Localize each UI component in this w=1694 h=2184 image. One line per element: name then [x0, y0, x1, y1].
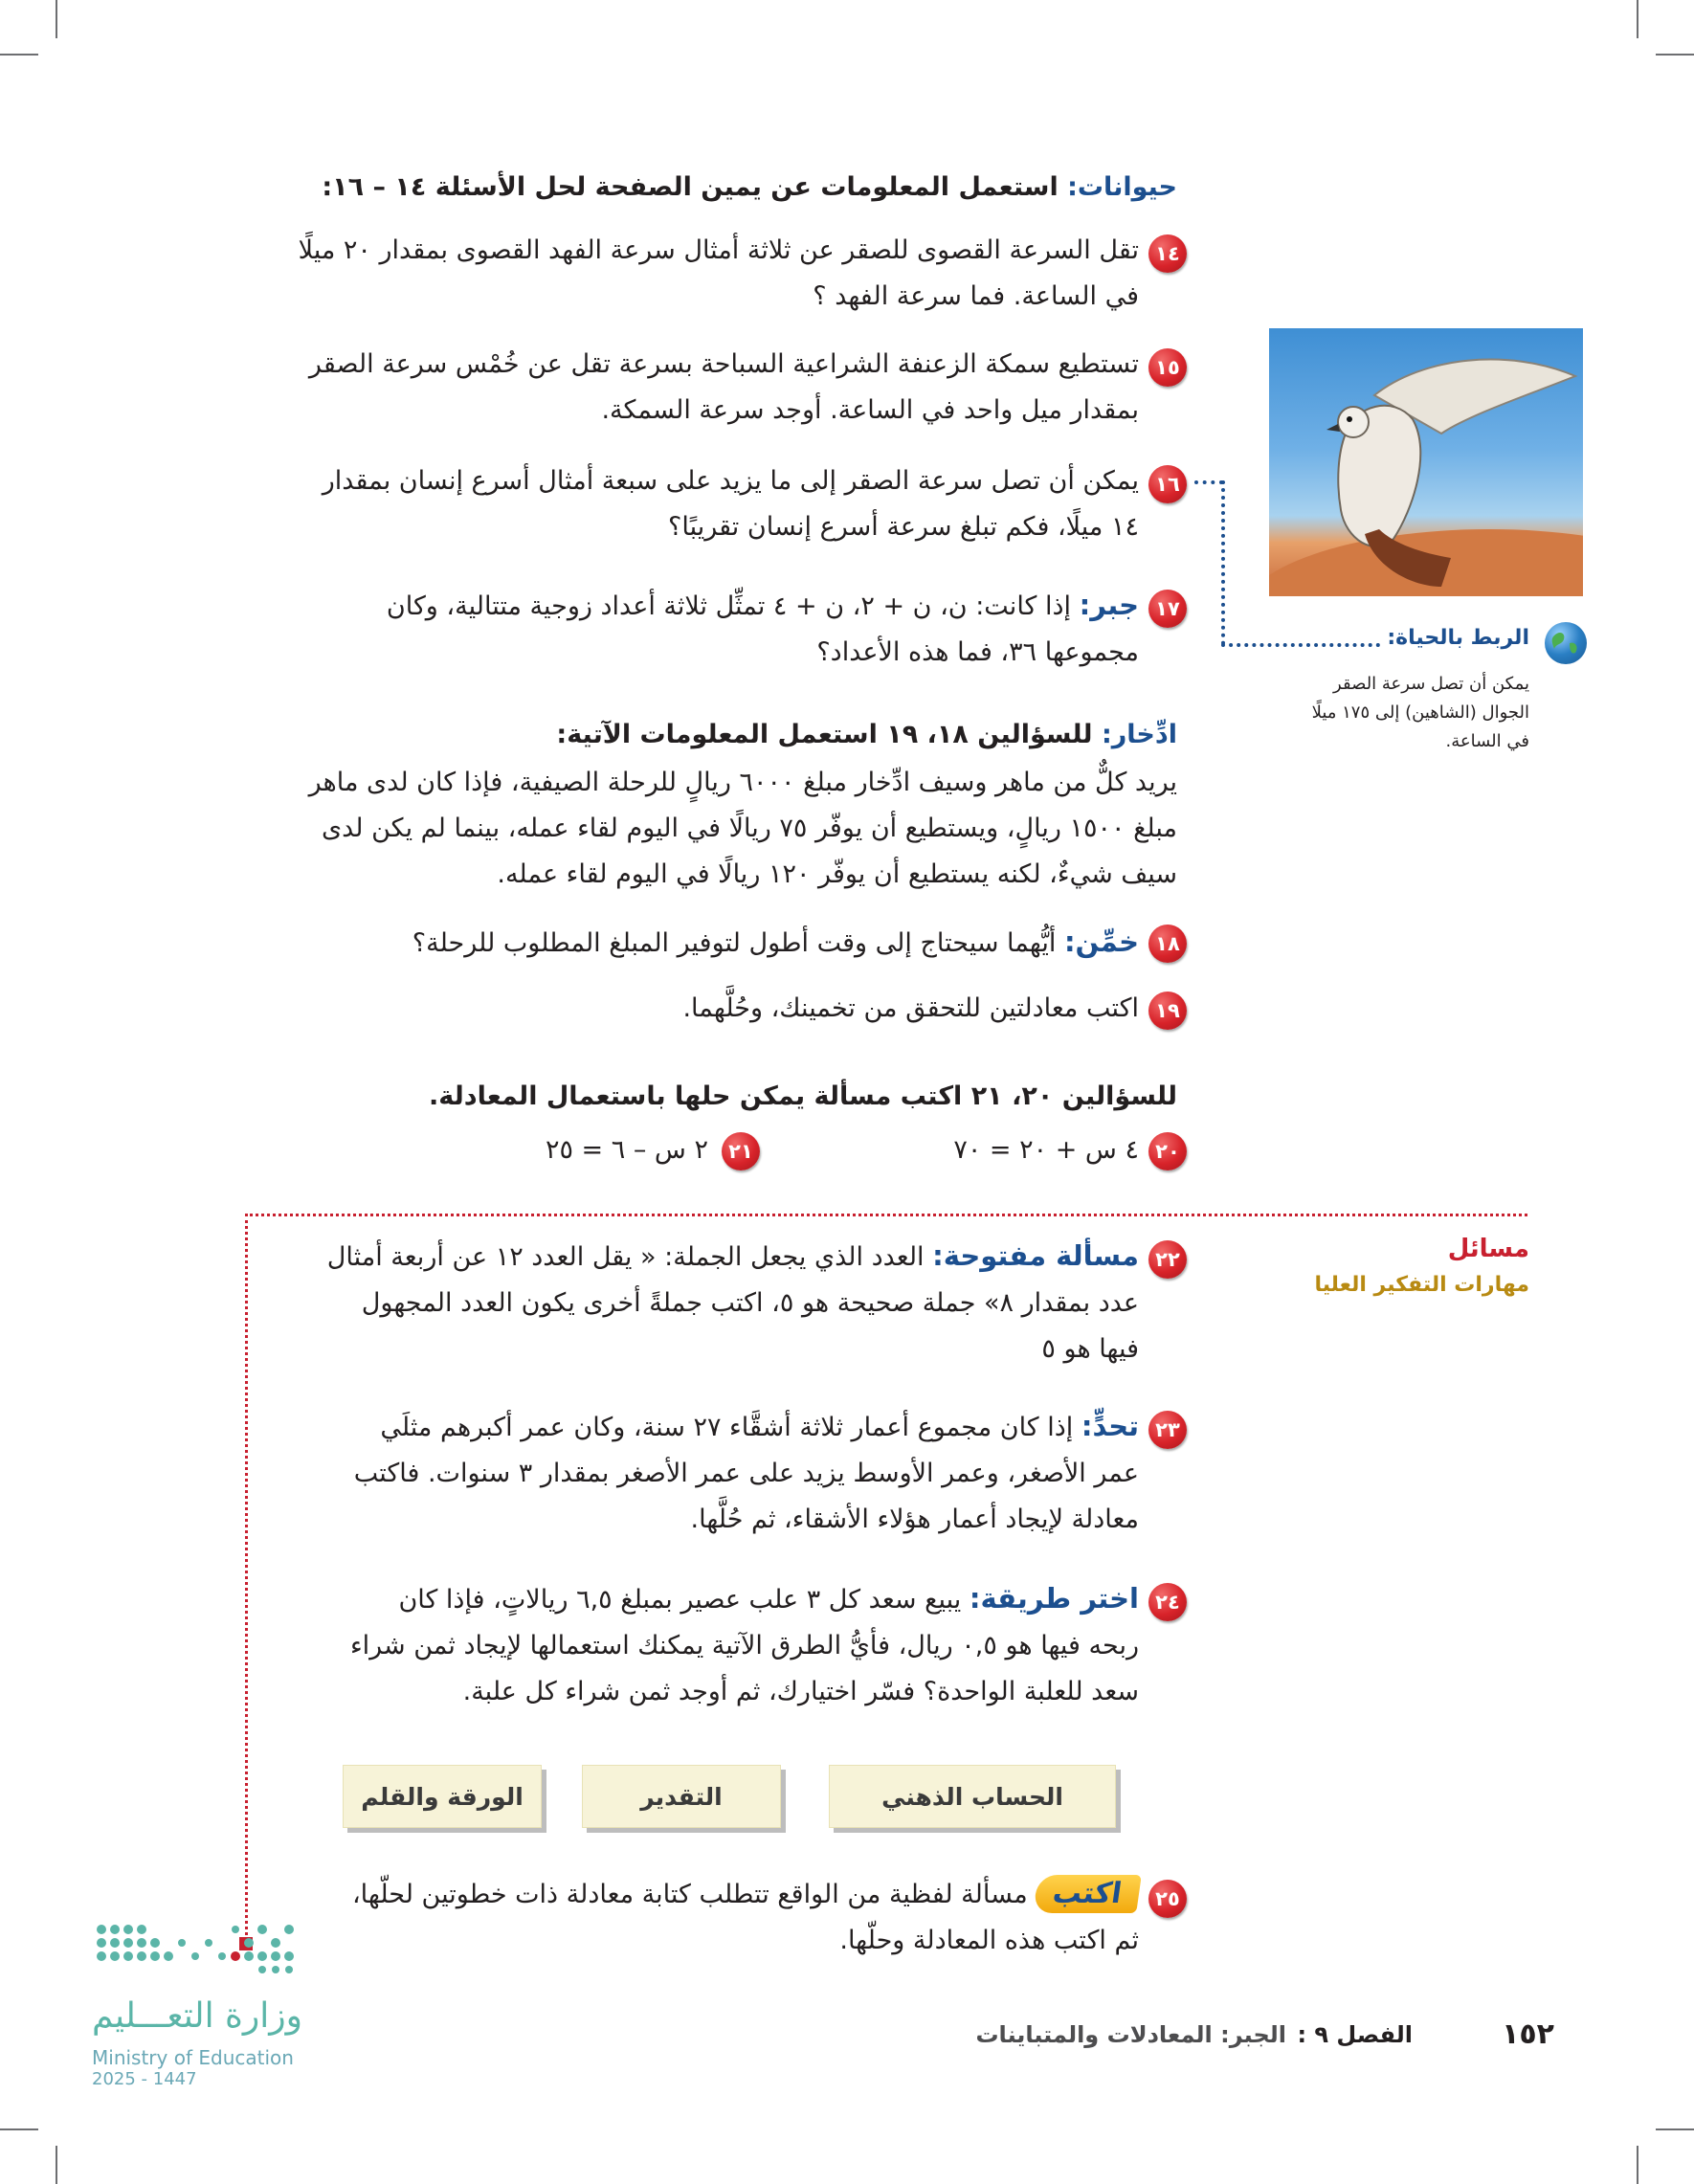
question-number-24: ٢٤	[1148, 1583, 1187, 1621]
crop-mark	[56, 0, 57, 38]
question-15: تستطيع سمكة الزعنفة الشراعية السباحة بسرعة تقل عن خُمْس سرعة الصقر بمقدار ميل واحد في الساعة. أوجد سرعة السمكة.	[308, 349, 1139, 425]
equation-21: ٢ س – ٦ = ٢٥	[545, 1135, 708, 1165]
question-number-22: ٢٢	[1148, 1240, 1187, 1279]
saving-paragraph: يريد كلٌّ من ماهر وسيف ادِّخار مبلغ ٦٠٠٠ ريالٍ للرحلة الصيفية، فإذا كان لدى ماهر مبلغ ١٥٠٠ ريالٍ، ويستطيع أن يوفّر ٧٥ ريالًا في اليوم لقاء عمله، بينما لم يكن لدى سيف شيءٌ، لكنه يستطيع أن يوفّر ١٢٠ ريالًا في اليوم لقاء عمله.	[308, 768, 1177, 889]
life-link-text: يمكن أن تصل سرعة الصقر الجوال (الشاهين) إلى ١٧٥ ميلًا في الساعة.	[1311, 674, 1529, 751]
ministry-logo-dots	[92, 1920, 302, 1985]
question-number-23: ٢٣	[1148, 1411, 1187, 1449]
question-23: تحدٍّ: إذا كان مجموع أعمار ثلاثة أشقَّاء ٢٧ سنة، وكان عمر أكبرهم مثلَي عمر الأصغر، وعمر الأوسط يزيد على عمر الأصغر بمقدار ٣ سنوات. فاكتب معادلة لإيجاد أعمار هؤلاء الأشقاء، ثم حُلَّها.	[353, 1410, 1139, 1534]
connector-dots	[1194, 480, 1223, 484]
question-16: يمكن أن تصل سرعة الصقر إلى ما يزيد على سبعة أمثال أسرع إنسان بمقدار ١٤ ميلًا، فكم تبلغ سرعة أسرع إنسان تقريبًا؟	[322, 466, 1139, 542]
connector-dots	[1221, 480, 1225, 645]
ministry-english: Ministry of Education	[92, 2046, 294, 2069]
life-link-title: الربط بالحياة:	[1387, 626, 1529, 650]
sidebar-subtitle: مهارات التفكير العليا	[1314, 1273, 1529, 1297]
option-estimate: التقدير	[582, 1765, 781, 1828]
question-number-21: ٢١	[722, 1132, 760, 1170]
globe-icon	[1545, 622, 1587, 664]
crop-mark	[0, 2128, 38, 2130]
question-number-18: ١٨	[1148, 925, 1187, 963]
question-25: اكتب مسألة لفظية من الواقع تتطلب كتابة معادلة ذات خطوتين لحلّها، ثم اكتب هذه المعادلة وحلّها.	[182, 1872, 1139, 1964]
ministry-arabic: وزارة التعـــليم	[92, 1996, 303, 2036]
crop-mark	[1637, 2146, 1638, 2184]
ministry-year: 2025 - 1447	[92, 2069, 197, 2089]
chapter-title: الجبر: المعادلات والمتباينات	[975, 2021, 1286, 2048]
question-14: تقل السرعة القصوى للصقر عن ثلاثة أمثال سرعة الفهد القصوى بمقدار ٢٠ ميلًا في الساعة. فما سرعة الفهد ؟	[298, 235, 1139, 311]
section-divider	[245, 1214, 1527, 1216]
chapter-label: الفصل ٩ :	[1297, 2021, 1413, 2048]
falcon-icon	[1269, 328, 1583, 596]
page-number: ١٥٢	[1502, 2017, 1554, 2051]
question-number-17: ١٧	[1148, 590, 1187, 628]
sidebar-title: مسائل	[1447, 1235, 1529, 1263]
question-number-15: ١٥	[1148, 348, 1187, 387]
crop-mark	[1637, 0, 1638, 38]
crop-mark	[1656, 2128, 1694, 2130]
crop-mark	[0, 54, 38, 56]
question-22: مسألة مفتوحة: العدد الذي يجعل الجملة: « يقل العدد ١٢ عن أربعة أمثال عدد بمقدار ٨» جملة صحيحة هو ٥، اكتب جملةً أخرى يكون العدد المجهول فيها هو ٥	[326, 1239, 1139, 1364]
crop-mark	[1656, 54, 1694, 56]
section-equations-heading: للسؤالين ٢٠، ٢١ اكتب مسألة يمكن حلها باستعمال المعادلة.	[428, 1081, 1177, 1111]
option-mental-math: الحساب الذهني	[829, 1765, 1116, 1828]
section-animals-heading	[220, 167, 1177, 209]
question-18: خمِّن: أيُّهما سيحتاج إلى وقت أطول لتوفير المبلغ المطلوب للرحلة؟	[412, 925, 1139, 958]
question-17: جبر: إذا كانت: ن، ن + ٢، ن + ٤ تمثِّل ثلاثة أعداد زوجية متتالية، وكان مجموعها ٣٦، فما هذه الأعداد؟	[386, 589, 1139, 667]
question-number-16: ١٦	[1148, 465, 1187, 503]
section-saving-heading: ادِّخار: للسؤالين ١٨، ١٩ استعمل المعلومات الآتية:	[556, 720, 1177, 749]
question-number-20: ٢٠	[1148, 1132, 1187, 1170]
crop-mark	[56, 2146, 57, 2184]
question-number-25: ٢٥	[1148, 1880, 1187, 1918]
option-paper-pencil: الورقة والقلم	[343, 1765, 542, 1828]
falcon-photo	[1269, 328, 1583, 596]
question-number-19: ١٩	[1148, 992, 1187, 1030]
write-tag: اكتب	[1033, 1875, 1141, 1913]
section-label: حيوانات:	[1067, 172, 1177, 202]
question-19: اكتب معادلتين للتحقق من تخمينك، وحُلَّهما.	[682, 993, 1139, 1023]
connector-dots	[1221, 643, 1380, 647]
question-number-14: ١٤	[1148, 234, 1187, 273]
question-24: اختر طريقة: يبيع سعد كل ٣ علب عصير بمبلغ ٦,٥ ريالاتٍ، فإذا كان ربحه فيها هو ٠,٥ ريال، فأيُّ الطرق الآتية يمكنك استعمالها لإيجاد ثمن شراء سعد للعلبة الواحدة؟ فسّر اختيارك، ثم أوجد ثمن شراء كل علبة.	[349, 1582, 1139, 1706]
equation-20: ٤ س + ٢٠ = ٧٠	[953, 1135, 1139, 1165]
section-text: استعمل المعلومات عن يمين الصفحة لحل الأسئلة ١٤ – ١٦:	[322, 172, 1059, 202]
